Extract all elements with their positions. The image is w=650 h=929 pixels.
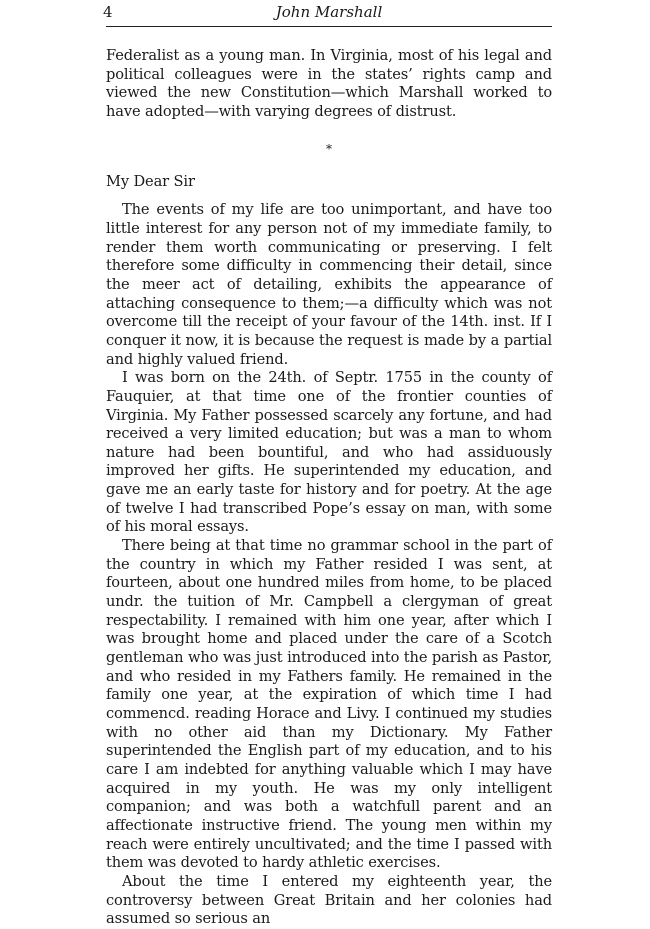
book-page bbox=[103, 0, 552, 929]
intro-paragraph: Federalist as a young man. In Virginia, most of his legal and political colleagues were in the states’ rights camp and viewed the new Constitution—which Marshall worked to have adopted—with varying degrees of distrust. bbox=[106, 47, 552, 120]
letter-paragraph-3: There being at that time no grammar school in the part of the country in which my Father resided I was sent, at fourteen, about one hundred miles from home, to be placed undr. the tuition of Mr. Campbell a clergyman of great respectability. I remained with him one year, after which I was brought home and placed under the care of a Scotch gentleman who was just introduced into the parish as Pastor, and who resided in my Fathers family. He remained in the family one year, at the expiration of which time I had commencd. reading Horace and Livy. I continued my studies with no other aid than my Dictionary. My Father superintended the English part of my education, and to his care I am indebted for anything valuable which I may have acquired in my youth. He was my only intelligent companion; and was both a watchfull parent and an affectionate instructive friend. The young men within my reach were entirely uncultivated; and the time I passed with them was devoted to hardy athletic exercises. bbox=[106, 537, 552, 872]
letter-salutation: My Dear Sir bbox=[106, 172, 195, 190]
running-head bbox=[103, 0, 552, 27]
running-title: John Marshall bbox=[275, 3, 383, 21]
section-ornament: * bbox=[326, 141, 332, 156]
letter-paragraph-4: About the time I entered my eighteenth year, the controversy between Great Britain and her colonies had assumed so serious an bbox=[106, 872, 552, 928]
page-number: 4 bbox=[103, 3, 113, 21]
letter-paragraph-1: The events of my life are too unimportant, and have too little interest for any person not of my immediate family, to render them worth communicating or preserving. I felt therefore some difficulty in commencing their detail, since the meer act of detailing, exhibits the appearance of attaching consequence to them;—a difficulty which was not overcome till the receipt of your favour of the 14th. inst. If I conquer it now, it is because the request is made by a partial and highly valued friend. bbox=[106, 201, 552, 368]
letter-paragraph-2: I was born on the 24th. of Septr. 1755 in the county of Fauquier, at that time one of the frontier counties of Virginia. My Father possessed scarcely any fortune, and had received a very limited education; but was a man to whom nature had been bountiful, and who had assiduously improved her gifts. He superintended my education, and gave me an early taste for history and for poetry. At the age of twelve I had transcribed Pope’s essay on man, with some of his moral essays. bbox=[106, 369, 552, 536]
